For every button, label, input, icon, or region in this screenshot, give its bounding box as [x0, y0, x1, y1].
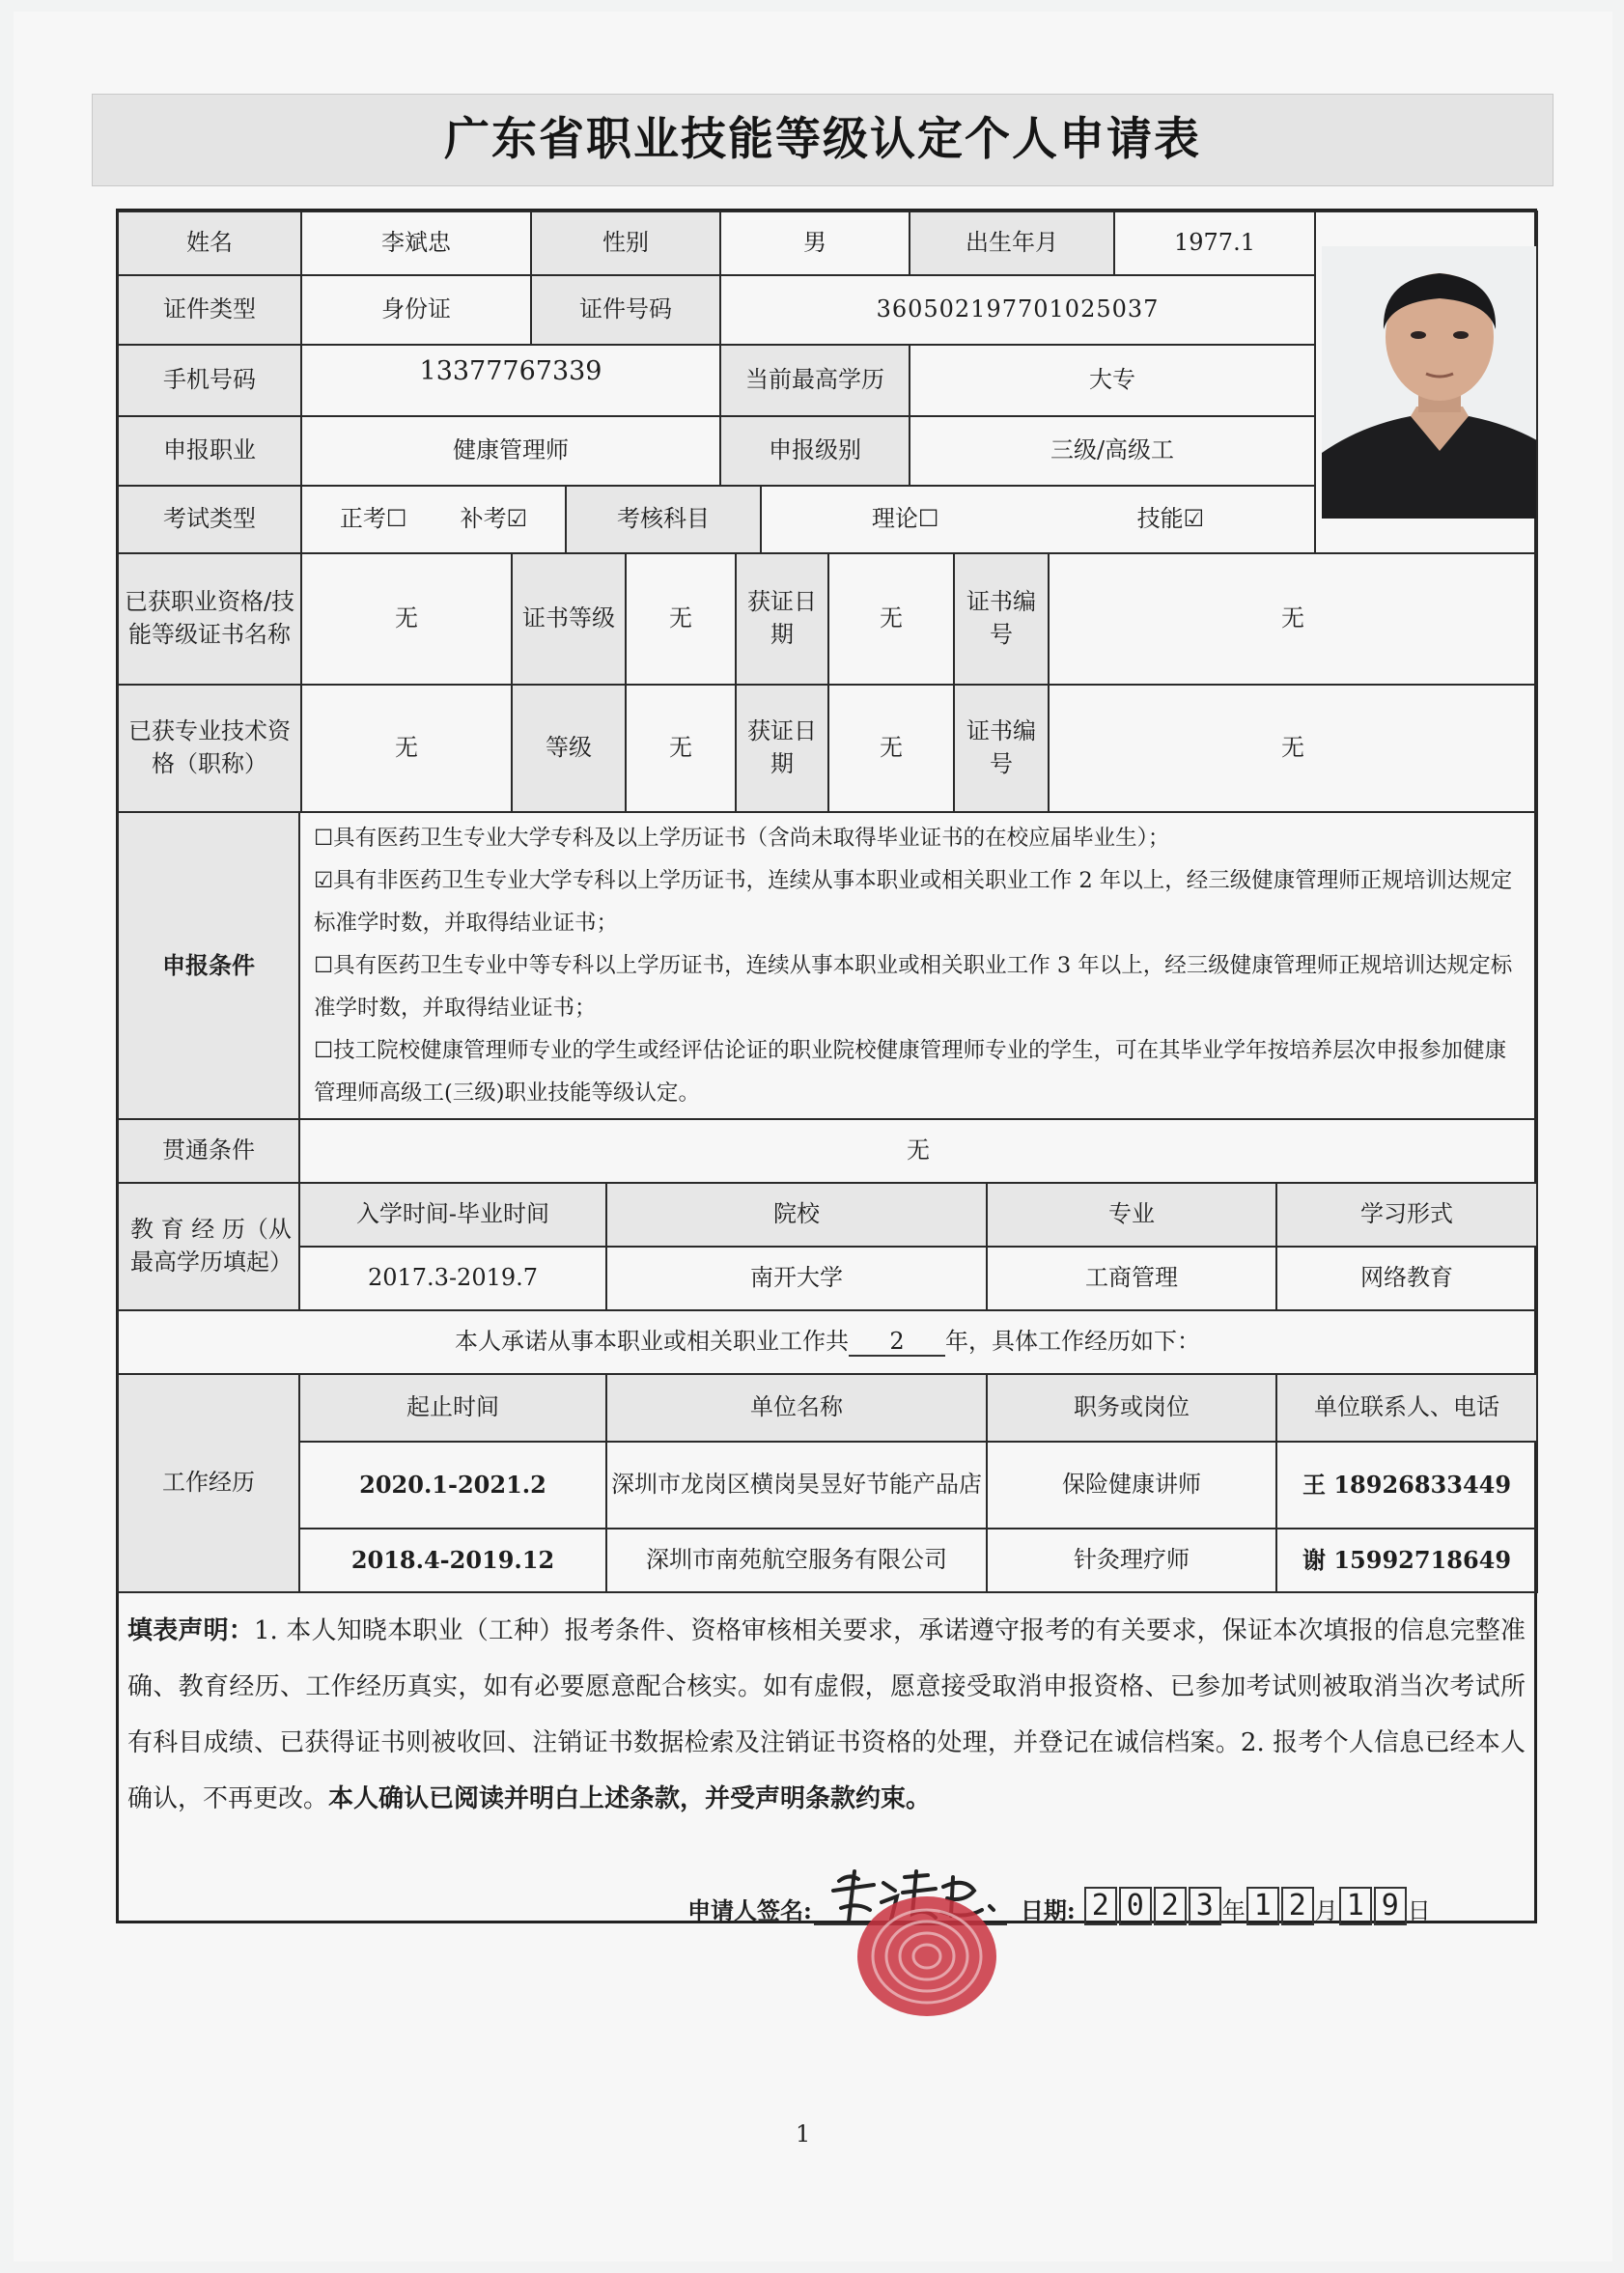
declaration-body: 1. 本人知晓本职业（工种）报考条件、资格审核相关要求，承诺遵守报考的有关要求，保证本次填报的信息完整准确、教育经历、工作经历真实，如有必要愿意配合核实。如有虚假，愿意接受取消申报资格、已参加考试则被取消当次考试所有科目成绩、已获得证书则被收回、注销证书数据检索及注销证书资格的处理，并登记在诚信档案。2. 报考个人信息已经本人确认，不再更改。	[127, 1616, 1526, 1813]
form-title: 广东省职业技能等级认定个人申请表	[92, 94, 1554, 186]
exam-type-regular-option[interactable]: 正考☐	[339, 505, 407, 533]
condition-item[interactable]: ☐具有医药卫生专业中等专科以上学历证书，连续从事本职业或相关职业工作 3 年以上，经三级健康管理师正规培训达规定标准学时数，并取得结业证书；	[314, 953, 1513, 1021]
birth-label: 出生年月	[910, 211, 1114, 275]
work-contact: 谢 15992718649	[1276, 1529, 1537, 1592]
work-header: 单位名称	[606, 1374, 987, 1442]
applicant-photo	[1322, 246, 1537, 519]
condition-item[interactable]: ☐具有医药卫生专业大学专科及以上学历证书（含尚未取得毕业证书的在校应届毕业生）；	[314, 826, 1170, 851]
subject-theory-option[interactable]: 理论☐	[871, 505, 939, 533]
qualification-date-label: 获证日期	[736, 553, 828, 685]
exam-type-options	[301, 486, 566, 553]
professional-grade: 无	[626, 685, 736, 812]
phone-value: 13377767339	[301, 345, 720, 416]
phone-label: 手机号码	[118, 345, 301, 416]
subject-label: 考核科目	[566, 486, 761, 553]
professional-number-label: 证书编号	[954, 685, 1049, 812]
id-type-value: 身份证	[301, 275, 531, 345]
condition-item[interactable]: ☐技工院校健康管理师专业的学生或经评估论证的职业院校健康管理师专业的学生，可在其毕业学年按培养层次申报参加健康管理师高级工(三级)职业技能等级认定。	[314, 1038, 1507, 1106]
education-school: 南开大学	[606, 1247, 987, 1310]
professional-grade-label: 等级	[512, 685, 626, 812]
education-header: 学习形式	[1276, 1183, 1537, 1247]
education-label: 当前最高学历	[720, 345, 910, 416]
date-label: 日期:	[1020, 1896, 1076, 1924]
pledge-years: 2	[849, 1329, 945, 1356]
birth-value: 1977.1	[1114, 211, 1315, 275]
exam-type-label: 考试类型	[118, 486, 301, 553]
fingerprint-stamp	[850, 1889, 1004, 2024]
condition-item[interactable]: ☑具有非医药卫生专业大学专科以上学历证书，连续从事本职业或相关职业工作 2 年以上，经三级健康管理师正规培训达规定标准学时数，并取得结业证书；	[314, 868, 1513, 936]
signature-row	[687, 1875, 1431, 1925]
declaration-bold: 本人确认已阅读并明白上述条款，并受声明条款约束。	[328, 1784, 932, 1813]
certificates-table	[117, 552, 1538, 813]
education-major: 工商管理	[987, 1247, 1276, 1310]
work-contact: 王 18926833449	[1276, 1442, 1537, 1529]
year-unit: 年	[1221, 1897, 1246, 1924]
work-employer: 深圳市龙岗区横岗昊昱好节能产品店	[606, 1442, 987, 1529]
gender-label: 性别	[531, 211, 720, 275]
level-value: 三级/高级工	[910, 416, 1315, 486]
id-type-label: 证件类型	[118, 275, 301, 345]
professional-title-name: 无	[301, 685, 512, 812]
occupation-label: 申报职业	[118, 416, 301, 486]
professional-date: 无	[828, 685, 954, 812]
date-digit: 2	[1084, 1887, 1117, 1925]
qualification-grade: 无	[626, 553, 736, 685]
name-value: 李斌忠	[301, 211, 531, 275]
work-history-label: 工作经历	[118, 1374, 299, 1592]
date-digit: 0	[1119, 1887, 1152, 1925]
date-digit: 2	[1281, 1887, 1314, 1925]
through-condition-label: 贯通条件	[118, 1119, 299, 1183]
education-header: 专业	[987, 1183, 1276, 1247]
work-header: 单位联系人、电话	[1276, 1374, 1537, 1442]
declaration-lead: 填表声明：	[127, 1616, 255, 1645]
education-history-label: 教 育 经 历（从最高学历填起）	[118, 1183, 299, 1310]
qualification-label: 已获职业资格/技能等级证书名称	[118, 553, 301, 685]
qualification-grade-label: 证书等级	[512, 553, 626, 685]
pledge-suffix: 年，具体工作经历如下：	[945, 1328, 1201, 1356]
date-month[interactable]	[1246, 1887, 1315, 1925]
through-condition-value: 无	[299, 1119, 1537, 1183]
work-header: 起止时间	[299, 1374, 606, 1442]
qualification-name: 无	[301, 553, 512, 685]
conditions-education-work-table	[117, 811, 1538, 1593]
education-value: 大专	[910, 345, 1315, 416]
education-mode: 网络教育	[1276, 1247, 1537, 1310]
declaration-text	[127, 1603, 1526, 1827]
work-pledge	[118, 1310, 1537, 1374]
gender-value: 男	[720, 211, 910, 275]
date-day[interactable]	[1338, 1887, 1408, 1925]
qualification-date: 无	[828, 553, 954, 685]
education-period: 2017.3-2019.7	[299, 1247, 606, 1310]
subject-skill-option[interactable]: 技能☑	[1136, 505, 1205, 533]
conditions-list	[299, 812, 1537, 1119]
date-digit: 9	[1374, 1887, 1407, 1925]
education-header: 院校	[606, 1183, 987, 1247]
photo-cell	[1315, 211, 1537, 553]
date-year[interactable]	[1083, 1887, 1222, 1925]
occupation-value: 健康管理师	[301, 416, 720, 486]
pledge-prefix: 本人承诺从事本职业或相关职业工作共	[455, 1328, 850, 1356]
subject-options	[761, 486, 1315, 553]
date-digit: 3	[1189, 1887, 1221, 1925]
page-number: 1	[796, 2120, 811, 2147]
professional-date-label: 获证日期	[736, 685, 828, 812]
date-digit: 1	[1339, 1887, 1372, 1925]
level-label: 申报级别	[720, 416, 910, 486]
signature-label: 申请人签名:	[687, 1896, 812, 1924]
name-label: 姓名	[118, 211, 301, 275]
personal-info-table	[117, 210, 1538, 554]
work-employer: 深圳市南苑航空服务有限公司	[606, 1529, 987, 1592]
conditions-label: 申报条件	[118, 812, 299, 1119]
date-digit: 1	[1246, 1887, 1279, 1925]
work-header: 职务或岗位	[987, 1374, 1276, 1442]
day-unit: 日	[1407, 1897, 1431, 1924]
qualification-number-label: 证书编号	[954, 553, 1049, 685]
work-position: 保险健康讲师	[987, 1442, 1276, 1529]
work-position: 针灸理疗师	[987, 1529, 1276, 1592]
education-header: 入学时间-毕业时间	[299, 1183, 606, 1247]
exam-type-makeup-option[interactable]: 补考☑	[460, 505, 528, 533]
professional-title-label: 已获专业技术资格（职称）	[118, 685, 301, 812]
professional-number: 无	[1049, 685, 1537, 812]
date-digit: 2	[1154, 1887, 1187, 1925]
work-period: 2020.1-2021.2	[299, 1442, 606, 1529]
qualification-number: 无	[1049, 553, 1537, 685]
month-unit: 月	[1314, 1897, 1338, 1924]
id-number-value: 360502197701025037	[720, 275, 1315, 345]
id-number-label: 证件号码	[531, 275, 720, 345]
work-period: 2018.4-2019.12	[299, 1529, 606, 1592]
